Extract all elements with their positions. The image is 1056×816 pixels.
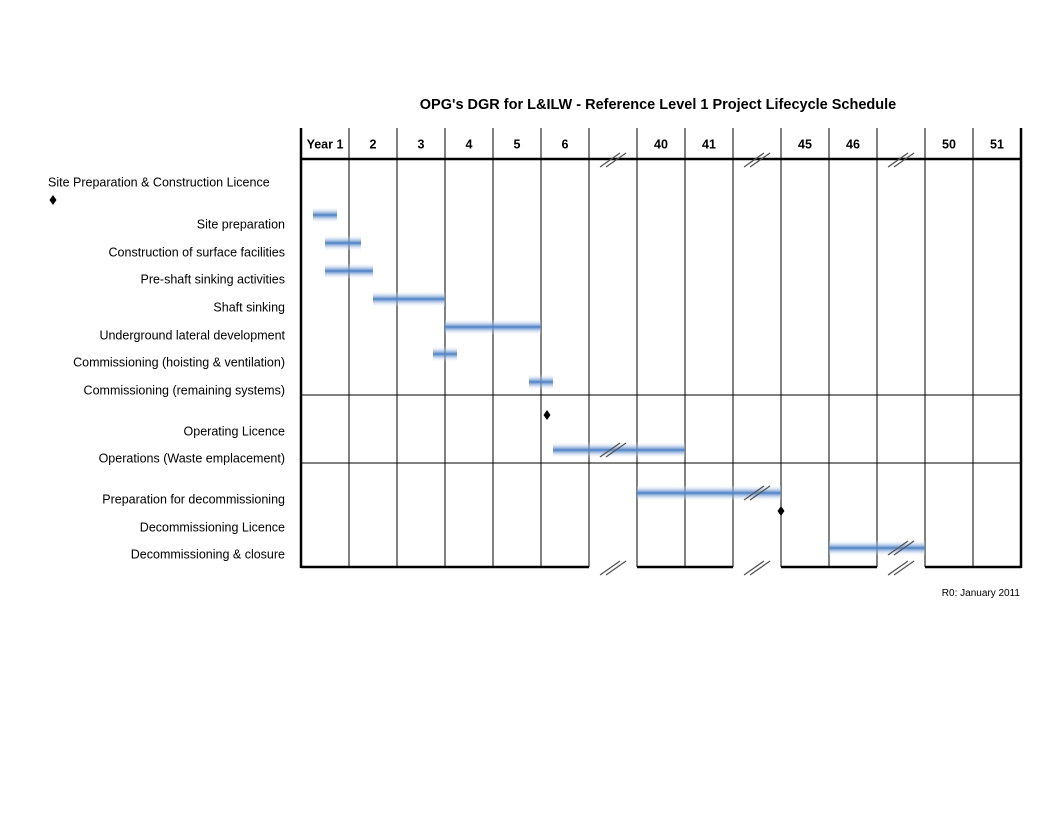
task-label: Decommissioning Licence	[139, 520, 285, 535]
column-tick-label: 6	[561, 137, 569, 152]
task-label: Pre-shaft sinking activities	[140, 272, 285, 287]
chart-title: OPG's DGR for L&ILW - Reference Level 1 Project Lifecycle Schedule	[419, 97, 897, 113]
axis-break-mark-bottom	[600, 561, 626, 575]
milestone-diamond	[544, 410, 551, 420]
column-tick-label: 40	[654, 137, 668, 152]
column-tick-label: Year 1	[306, 137, 344, 152]
milestone-diamond	[778, 506, 785, 516]
task-bar	[445, 319, 541, 335]
column-tick-label: 46	[846, 137, 860, 152]
column-tick-label: 50	[942, 137, 956, 152]
task-bar	[829, 540, 925, 556]
column-tick-label: 45	[798, 137, 812, 152]
axis-break-mark-bottom	[744, 561, 770, 575]
column-tick-label: 2	[369, 137, 377, 152]
task-label: Site Preparation & Construction Licence	[48, 175, 270, 190]
task-label: Site preparation	[196, 217, 285, 232]
task-bar	[529, 374, 553, 390]
column-tick-label: 5	[513, 137, 521, 152]
axis-break-mark-bottom	[888, 561, 914, 575]
column-tick-label: 4	[465, 137, 473, 152]
column-tick-label: 41	[702, 137, 716, 152]
task-label: Operations (Waste emplacement)	[98, 451, 285, 466]
task-label: Preparation for decommissioning	[102, 492, 285, 507]
task-label: Commissioning (remaining systems)	[83, 383, 285, 398]
task-bar	[325, 235, 361, 251]
revision-footnote: R0: January 2011	[941, 588, 1020, 599]
column-tick-label: 51	[990, 137, 1004, 152]
task-label: Shaft sinking	[213, 300, 285, 315]
milestone-diamond	[50, 195, 57, 205]
task-bar	[313, 207, 337, 223]
task-label: Commissioning (hoisting & ventilation)	[73, 355, 285, 370]
task-label: Operating Licence	[183, 424, 285, 439]
task-label: Underground lateral development	[99, 328, 285, 343]
task-bar	[373, 291, 445, 307]
task-label: Decommissioning & closure	[130, 547, 285, 562]
task-bar	[433, 346, 457, 362]
column-tick-label: 3	[417, 137, 425, 152]
task-label: Construction of surface facilities	[108, 245, 285, 260]
task-bar	[325, 263, 373, 279]
